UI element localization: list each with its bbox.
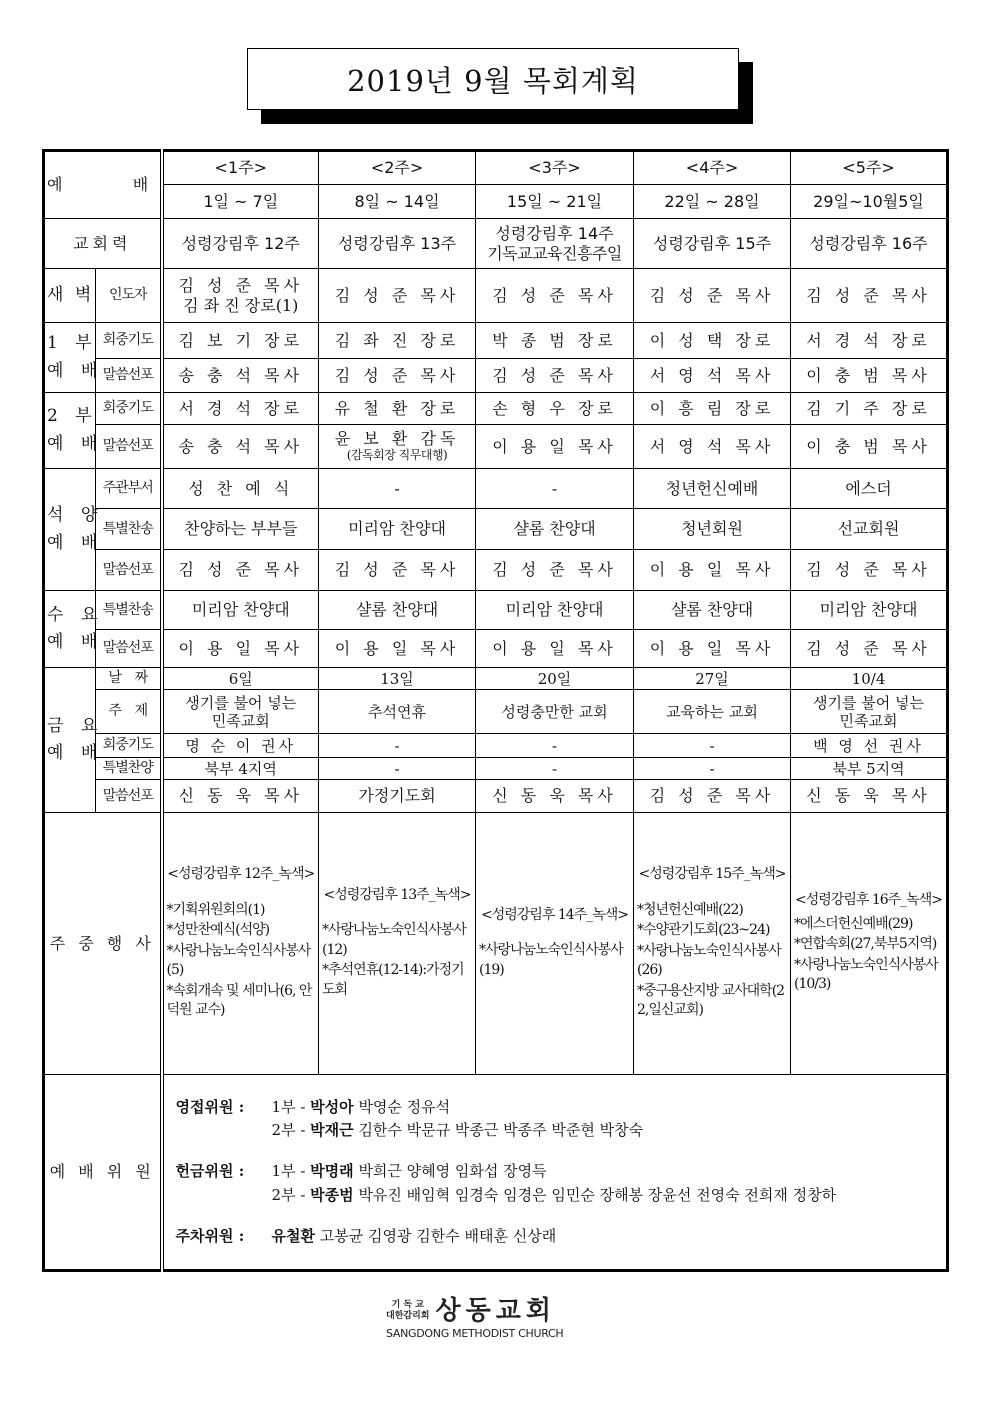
events-heading: <성령강림후 16주_녹색> (795, 892, 942, 909)
committee-title: 헌금위원 : (175, 1162, 245, 1181)
group-label-line: 예 배 (47, 532, 104, 553)
church-calendar-label: 교회력 (44, 219, 162, 269)
prayer-name: 손 형 우 장로 (476, 393, 634, 425)
preacher-name: 신 동 욱 목사 (162, 780, 319, 813)
friday-date-row (44, 668, 948, 690)
special-hymn: - (319, 758, 476, 780)
preacher-name: 이 충 범 목사 (791, 359, 948, 393)
page-title: 2019년 9월 목회계획 (247, 48, 739, 110)
preacher-name: 신 동 욱 목사 (791, 780, 948, 813)
evening-dept-row (44, 469, 948, 509)
group-label-line: 2 부 (47, 406, 98, 427)
wednesday-sermon-row (44, 630, 948, 668)
special-hymn: - (634, 758, 791, 780)
special-hymn: 샬롬 찬양대 (476, 509, 634, 550)
weekly-events-row (44, 813, 948, 1075)
committee-group-parking (176, 1225, 941, 1248)
part-label: 1부 (271, 1162, 296, 1181)
row-label: 인도자 (96, 269, 162, 323)
evening-sermon-row (44, 550, 948, 591)
committee-group-offering (176, 1160, 941, 1207)
row-label: 특별찬송 (96, 591, 162, 630)
members: 박영순 정유석 (358, 1097, 451, 1116)
preacher-name: 송 충 석 목사 (162, 359, 319, 393)
week-events (476, 813, 634, 1075)
preacher-name: 김 성 준 목사 (319, 550, 476, 591)
friday-sermon-row (44, 780, 948, 813)
prayer-name: 김 보 기 장로 (162, 323, 319, 359)
host-dept: - (319, 469, 476, 509)
preacher-name: 김 성 준 목사 (162, 550, 319, 591)
friday-theme: 생기를 불어 넣는 민족교회 (791, 690, 948, 734)
preacher-name: 이 용 일 목사 (634, 630, 791, 668)
week-label: <1주> (162, 151, 319, 185)
logo-denomination (386, 1300, 429, 1322)
special-hymn: 선교회원 (791, 509, 948, 550)
committee-title: 주차위원 : (175, 1226, 245, 1245)
group-label-line: 예 배 (47, 360, 104, 381)
date-range: 8일 ~ 14일 (319, 185, 476, 219)
row-label: 회중기도 (96, 323, 162, 359)
special-hymn: 샬롬 찬양대 (634, 591, 791, 630)
committee-line: 헌금위원 : 1부 - 박명래 박희근 양혜영 임화섭 장영득 (176, 1160, 941, 1183)
special-hymn: 북부 4지역 (162, 758, 319, 780)
special-hymn: 미리암 찬양대 (791, 591, 948, 630)
group-label-line: 석 양 (47, 505, 104, 526)
preacher-name: 이 용 일 목사 (476, 425, 634, 469)
leader-name: 김 좌 진 장로(1) (183, 295, 299, 315)
members: 박유진 배임혁 임경숙 임경은 임민순 장해봉 장윤선 전영숙 전희재 정창하 (358, 1185, 837, 1204)
lead-member: 유철환 (271, 1226, 315, 1245)
friday-prayer-row (44, 734, 948, 758)
preacher-name: 김 성 준 목사 (634, 780, 791, 813)
committee-label: 예 배 위 원 (44, 1075, 162, 1271)
dawn-leader: 김 성 준 목사 (634, 269, 791, 323)
logo-english-name: SANGDONG METHODIST CHURCH (386, 1327, 564, 1340)
wednesday-hymn-row (44, 591, 948, 630)
row-label: 말씀선포 (96, 780, 162, 813)
dawn-leader: 김 성 준 목사 (476, 269, 634, 323)
church-calendar-cell (791, 219, 948, 269)
week-label: <3주> (476, 151, 634, 185)
committee-line: 영접위원 : 1부 - 박성아 박영순 정유석 (176, 1096, 941, 1119)
wednesday-group-label (44, 591, 104, 668)
committee-title: 영접위원 : (175, 1097, 245, 1116)
row-label: 특별찬송 (96, 509, 162, 550)
event-item: *사랑나눔노숙인식사봉사(12) (322, 922, 466, 958)
logo-sub-line: 기 독 교 (391, 1300, 424, 1310)
friday-date: 27일 (634, 668, 791, 690)
week-events (791, 813, 948, 1075)
event-item: *사랑나눔노숙인식사봉사(10/3) (794, 956, 938, 993)
preacher-cell (319, 425, 476, 469)
week-label: <4주> (634, 151, 791, 185)
church-calendar-value: 성령강림후 12주 (181, 233, 300, 253)
prayer-name: 김 기 주 장로 (791, 393, 948, 425)
row-label: 말씀선포 (96, 359, 162, 393)
logo-top (386, 1296, 556, 1326)
members: 고봉균 김영광 김한수 배태훈 신상래 (319, 1226, 557, 1245)
church-calendar-row (44, 219, 948, 269)
special-hymn: 미리암 찬양대 (476, 591, 634, 630)
week-header-row (44, 151, 948, 185)
committee-group-greeters (176, 1096, 941, 1143)
event-item: *추석연휴(12-14):가정기도회 (322, 962, 464, 998)
prayer-name: - (634, 734, 791, 758)
prayer-name: 이 흥 림 장로 (634, 393, 791, 425)
leader-name: 김 성 준 목사 (178, 276, 304, 296)
lead-member: 박명래 (310, 1162, 354, 1181)
service1-group-label (44, 323, 104, 393)
row-label: 말씀선포 (96, 425, 162, 469)
friday-theme: 성령충만한 교회 (476, 690, 634, 734)
events-heading: <성령강림후 14주_녹색> (481, 906, 628, 923)
members: 박희근 양혜영 임화섭 장영득 (358, 1162, 547, 1181)
weekly-events-label: 주 중 행 사 (44, 813, 162, 1075)
preacher-name: 이 용 일 목사 (319, 630, 476, 668)
event-item: *수양관기도회(23~24) (637, 922, 770, 939)
event-item: *성만찬예식(석양) (166, 922, 270, 939)
church-logo (386, 1296, 626, 1341)
committee-members (162, 1075, 948, 1271)
date-range-row (44, 185, 948, 219)
church-calendar-cell (319, 219, 476, 269)
dawn-leader: 김 성 준 목사 (319, 269, 476, 323)
committee-row (44, 1075, 948, 1271)
church-calendar-value: 성령강림후 15주 (652, 233, 772, 253)
prayer-name: 서 경 석 장로 (791, 323, 948, 359)
friday-theme: 생기를 불어 넣는 민족교회 (162, 690, 319, 734)
church-calendar-cell (634, 219, 791, 269)
preacher-name: 이 용 일 목사 (476, 630, 634, 668)
dawn-leader: 김 성 준 목사 (791, 269, 948, 323)
date-range: 29일~10월5일 (791, 185, 948, 219)
dawn-leader-row (44, 269, 948, 323)
week-events (319, 813, 476, 1075)
host-dept: - (476, 469, 634, 509)
special-hymn: 미리암 찬양대 (162, 591, 319, 630)
week-events (634, 813, 791, 1075)
friday-date: 20일 (476, 668, 634, 690)
church-calendar-subvalue: 기독교교육진흥주일 (487, 243, 622, 263)
preacher-name: 가정기도회 (319, 780, 476, 813)
special-hymn: 찬양하는 부부들 (162, 509, 319, 550)
church-calendar-value: 성령강림후 13주 (337, 233, 457, 253)
special-hymn: 북부 5지역 (791, 758, 948, 780)
prayer-name: - (319, 734, 476, 758)
row-label: 회중기도 (96, 734, 162, 758)
committee-line (176, 1225, 941, 1248)
members: 김한수 박문규 박종근 박종주 박준현 박창숙 (358, 1121, 644, 1140)
preacher-name: 김 성 준 목사 (319, 359, 476, 393)
host-dept: 청년헌신예배 (634, 469, 791, 509)
prayer-name: 백 영 선 권사 (791, 734, 948, 758)
friday-theme: 교육하는 교회 (634, 690, 791, 734)
committee-line: 2부 - 박종범 박유진 배임혁 임경숙 임경은 임민순 장해봉 장윤선 전영숙 전희재 정창하 (271, 1185, 837, 1204)
logo-sub-line: 대한감리회 (386, 1311, 430, 1321)
preacher-name: 김 성 준 목사 (476, 359, 634, 393)
service2-sermon-row (44, 425, 948, 469)
group-label-line: 예 배 (47, 632, 104, 652)
row-label: 특별찬양 (96, 758, 162, 780)
event-item: *사랑나눔노숙인식사봉사(26) (637, 942, 781, 979)
preacher-name: 신 동 욱 목사 (476, 780, 634, 813)
preacher-name: 김 성 준 목사 (791, 550, 948, 591)
event-item: *속회개속 및 세미나(6, 안덕원 교수) (166, 982, 312, 1019)
prayer-name: 서 경 석 장로 (162, 393, 319, 425)
church-calendar-cell (162, 219, 319, 269)
preacher-name: 이 충 범 목사 (791, 425, 948, 469)
friday-date: 6일 (162, 668, 319, 690)
service2-group-label (44, 393, 104, 469)
preacher-note: (감독회장 직무대행) (346, 448, 448, 463)
group-label-line: 예 배 (47, 433, 104, 454)
preacher-name: 김 성 준 목사 (791, 630, 948, 668)
part-label: 1부 (271, 1097, 296, 1116)
prayer-name: - (476, 734, 634, 758)
lead-member: 박성아 (310, 1097, 354, 1116)
logo-church-name: 상동교회 (435, 1296, 556, 1326)
worship-header-label: 예 배 (44, 151, 162, 219)
preacher-name: 이 용 일 목사 (162, 630, 319, 668)
friday-group-label (44, 668, 104, 813)
prayer-name: 이 성 택 장로 (634, 323, 791, 359)
group-label-line: 금 요 (47, 715, 104, 736)
service2-prayer-row (44, 393, 948, 425)
preacher-name: 김 성 준 목사 (476, 550, 634, 591)
row-label: 회중기도 (96, 393, 162, 425)
friday-date: 10/4 (791, 668, 948, 690)
preacher-name: 송 충 석 목사 (162, 425, 319, 469)
special-hymn: - (476, 758, 634, 780)
event-item: *청년헌신예배(22) (637, 901, 743, 918)
event-item: *사랑나눔노숙인식사봉사(5) (166, 942, 311, 979)
friday-theme-row (44, 690, 948, 734)
row-label: 날 짜 (96, 668, 162, 690)
row-label: 주관부서 (96, 469, 162, 509)
dawn-group-label: 새 벽 (44, 269, 96, 323)
friday-theme: 추석연휴 (319, 690, 476, 734)
evening-group-label (44, 469, 104, 591)
prayer-name: 박 종 범 장로 (476, 323, 634, 359)
preacher-name: 서 영 석 목사 (634, 425, 791, 469)
preacher-name: 이 용 일 목사 (634, 550, 791, 591)
church-calendar-value: 성령강림후 14주 (495, 224, 614, 244)
preacher-name: 윤 보 환 감독 (334, 429, 460, 449)
group-label-line: 예 배 (47, 743, 104, 763)
service1-prayer-row (44, 323, 948, 359)
dawn-leader (162, 269, 319, 323)
preacher-name: 서 영 석 목사 (634, 359, 791, 393)
group-label-line: 1 부 (47, 333, 98, 354)
events-heading: <성령강림후 12주_녹색> (167, 865, 315, 882)
host-dept: 에스더 (791, 469, 948, 509)
committee-line: 2부 - 박재근 김한수 박문규 박종근 박종주 박준현 박창숙 (271, 1121, 644, 1140)
special-hymn: 미리암 찬양대 (319, 509, 476, 550)
church-calendar-cell (476, 219, 634, 269)
prayer-name: 유 철 환 장로 (319, 393, 476, 425)
date-range: 1일 ~ 7일 (162, 185, 319, 219)
special-hymn: 샬롬 찬양대 (319, 591, 476, 630)
event-item: *에스더헌신예배(29) (794, 915, 913, 932)
evening-hymn-row (44, 509, 948, 550)
week-label: <2주> (319, 151, 476, 185)
friday-hymn-row (44, 758, 948, 780)
title-frame (247, 48, 739, 110)
part-label: 2부 (271, 1185, 296, 1204)
event-item: *중구용산지방 교사대학(22,일신교회) (637, 982, 785, 1019)
special-hymn: 청년회원 (634, 509, 791, 550)
event-item: *사랑나눔노숙인식사봉사(19) (479, 942, 623, 978)
week-events (162, 813, 319, 1075)
prayer-name: 명 순 이 권사 (162, 734, 319, 758)
event-item: *기획위원회의(1) (166, 901, 265, 918)
part-label: 2부 (271, 1121, 296, 1140)
row-label: 말씀선포 (96, 630, 162, 668)
friday-date: 13일 (319, 668, 476, 690)
row-label: 주 제 (96, 690, 162, 734)
week-label: <5주> (791, 151, 948, 185)
group-label-line: 수 요 (47, 604, 104, 625)
host-dept: 성 찬 예 식 (162, 469, 319, 509)
events-heading: <성령강림후 13주_녹색> (323, 886, 471, 903)
row-label: 말씀선포 (96, 550, 162, 591)
prayer-name: 김 좌 진 장로 (319, 323, 476, 359)
date-range: 22일 ~ 28일 (634, 185, 791, 219)
event-item: *연합속회(27,북부5지역) (794, 936, 937, 953)
schedule-table (42, 149, 949, 1272)
date-range: 15일 ~ 21일 (476, 185, 634, 219)
church-calendar-value: 성령강림후 16주 (809, 233, 928, 253)
service1-sermon-row (44, 359, 948, 393)
lead-member: 박재근 (310, 1121, 354, 1140)
events-heading: <성령강림후 15주_녹색> (638, 865, 786, 882)
lead-member: 박종범 (310, 1185, 354, 1204)
